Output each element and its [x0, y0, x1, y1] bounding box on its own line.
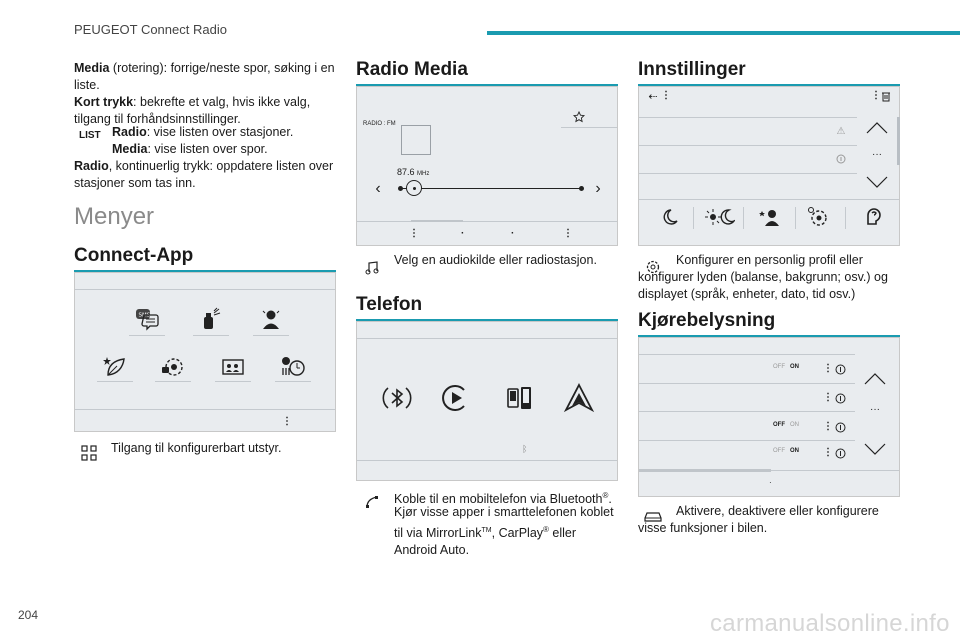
innstillinger-caption: Konfigurer en personlig profil eller konfigurer lyden (balanse, bakgrunn; osv.) og displayet (språk, enheter, dato, tid osv.): [638, 253, 888, 301]
innstillinger-heading: Innstillinger: [638, 59, 746, 80]
back-arrow-icon[interactable]: ⇠: [648, 90, 658, 103]
intro-radio-update: Radio, kontinuerlig trykk: oppdatere listen over stasjoner som tas inn.: [74, 159, 334, 190]
scroll-up-icon[interactable]: [863, 372, 887, 386]
connect-app-screen: [74, 272, 336, 432]
watermark: carmanualsonline.info: [710, 610, 950, 637]
star-icon[interactable]: [571, 109, 587, 125]
source-tab-indicator: [411, 220, 463, 222]
intro-media-list: Media: vise listen over spor.: [112, 142, 268, 156]
radio-media-caption: Velg en audiokilde eller radiostasjon.: [394, 253, 597, 267]
info-icon[interactable]: [833, 362, 847, 376]
radio-media-heading: Radio Media: [356, 59, 468, 80]
telefon-caption-bluetooth: Koble til en mobiltelefon via Bluetooth®.: [394, 491, 612, 507]
bluetooth-icon[interactable]: [377, 378, 417, 418]
frequency-slider-track[interactable]: [401, 188, 581, 189]
id-card-icon[interactable]: [217, 353, 249, 381]
header-accent-bar: [487, 31, 960, 35]
telefon-heading: Telefon: [356, 294, 423, 315]
music-note-icon: [364, 260, 380, 276]
list-button-icon: LIST: [79, 130, 101, 141]
profile-icon[interactable]: [757, 205, 783, 229]
kjorebelysning-caption: Aktivere, deaktivere eller konfigurere visse funksjoner i bilen.: [638, 504, 879, 535]
toggle-row-1[interactable]: OFF ON: [773, 364, 800, 370]
bluetooth-small-icon: ᛒ: [522, 444, 528, 454]
kjorebelysning-heading: Kjørebelysning: [638, 310, 776, 331]
chat-icon[interactable]: [131, 305, 163, 333]
info-icon[interactable]: [833, 391, 847, 405]
gear-dial-icon[interactable]: [157, 353, 189, 381]
frequency-display: 87.6 MHz: [397, 167, 430, 177]
toggle-row-4[interactable]: OFF ON: [773, 448, 800, 454]
menyer-heading: Menyer: [74, 203, 155, 230]
grid-apps-icon: [80, 444, 98, 462]
page-number: 204: [18, 608, 39, 622]
android-auto-icon[interactable]: [559, 378, 599, 418]
info-icon[interactable]: [833, 420, 847, 434]
warning-icon: ⚠: [836, 125, 846, 137]
eco-leaf-icon[interactable]: [99, 353, 131, 381]
carplay-icon[interactable]: [435, 378, 475, 418]
more-vertical-icon[interactable]: ⋮: [563, 228, 573, 239]
brightness-icon[interactable]: [703, 205, 737, 229]
scroll-up-icon[interactable]: [865, 121, 889, 135]
radio-media-screen: RADIO : FM 87.6 MHz ‹ › ⋮ · · ⋮: [356, 86, 618, 246]
climate-clock-icon[interactable]: [277, 353, 309, 381]
toggle-row-3[interactable]: OFF ON: [773, 422, 800, 428]
intro-media: Media (rotering): forrige/neste spor, søking i en liste.: [74, 61, 335, 92]
intro-kort-trykk: Kort trykk: bekrefte et valg, hvis ikke valg, tilgang til forhåndsinnstillinger.: [74, 95, 311, 126]
header-title: PEUGEOT Connect Radio: [74, 22, 227, 37]
scroll-down-icon[interactable]: [865, 175, 889, 189]
info-icon[interactable]: [833, 446, 847, 460]
spray-icon[interactable]: [195, 305, 227, 333]
page-indicator: [639, 469, 771, 472]
info-icon: [835, 153, 847, 165]
settings-icon[interactable]: [805, 205, 831, 229]
night-icon[interactable]: [657, 205, 681, 229]
phone-handset-icon: [364, 494, 380, 510]
album-art-placeholder: [401, 125, 431, 155]
voice-icon[interactable]: [861, 205, 887, 229]
more-vertical-icon[interactable]: ⋮: [282, 416, 292, 427]
previous-arrow-icon[interactable]: ‹: [375, 180, 381, 197]
innstillinger-screen: ⇠ ⋮ ⋮ ⚠ ···: [638, 86, 900, 246]
intro-radio-list: Radio: vise listen over stasjoner.: [112, 125, 294, 139]
scroll-down-icon[interactable]: [863, 442, 887, 456]
mirrorlink-icon[interactable]: [499, 378, 539, 418]
telefon-caption-apps-1: Kjør visse apper i smarttelefonen koblet til via MirrorLink™, CarPlay® eller Android Auto.: [394, 505, 614, 558]
trash-icon[interactable]: [879, 89, 893, 103]
kjorebelysning-screen: OFF ON OFF ON OFF ON ⋮ ⋮ ⋮ ⋮ ··· ·: [638, 337, 900, 497]
radio-source-label: RADIO : FM: [363, 121, 396, 127]
connect-app-caption: Tilgang til konfigurerbart utstyr.: [111, 441, 282, 455]
connect-app-heading: Connect-App: [74, 245, 194, 266]
next-arrow-icon[interactable]: ›: [595, 180, 601, 197]
user-icon[interactable]: [255, 305, 287, 333]
svg-text:SMS: SMS: [138, 312, 151, 319]
scrollbar[interactable]: [897, 117, 900, 165]
telefon-screen: [356, 321, 618, 481]
